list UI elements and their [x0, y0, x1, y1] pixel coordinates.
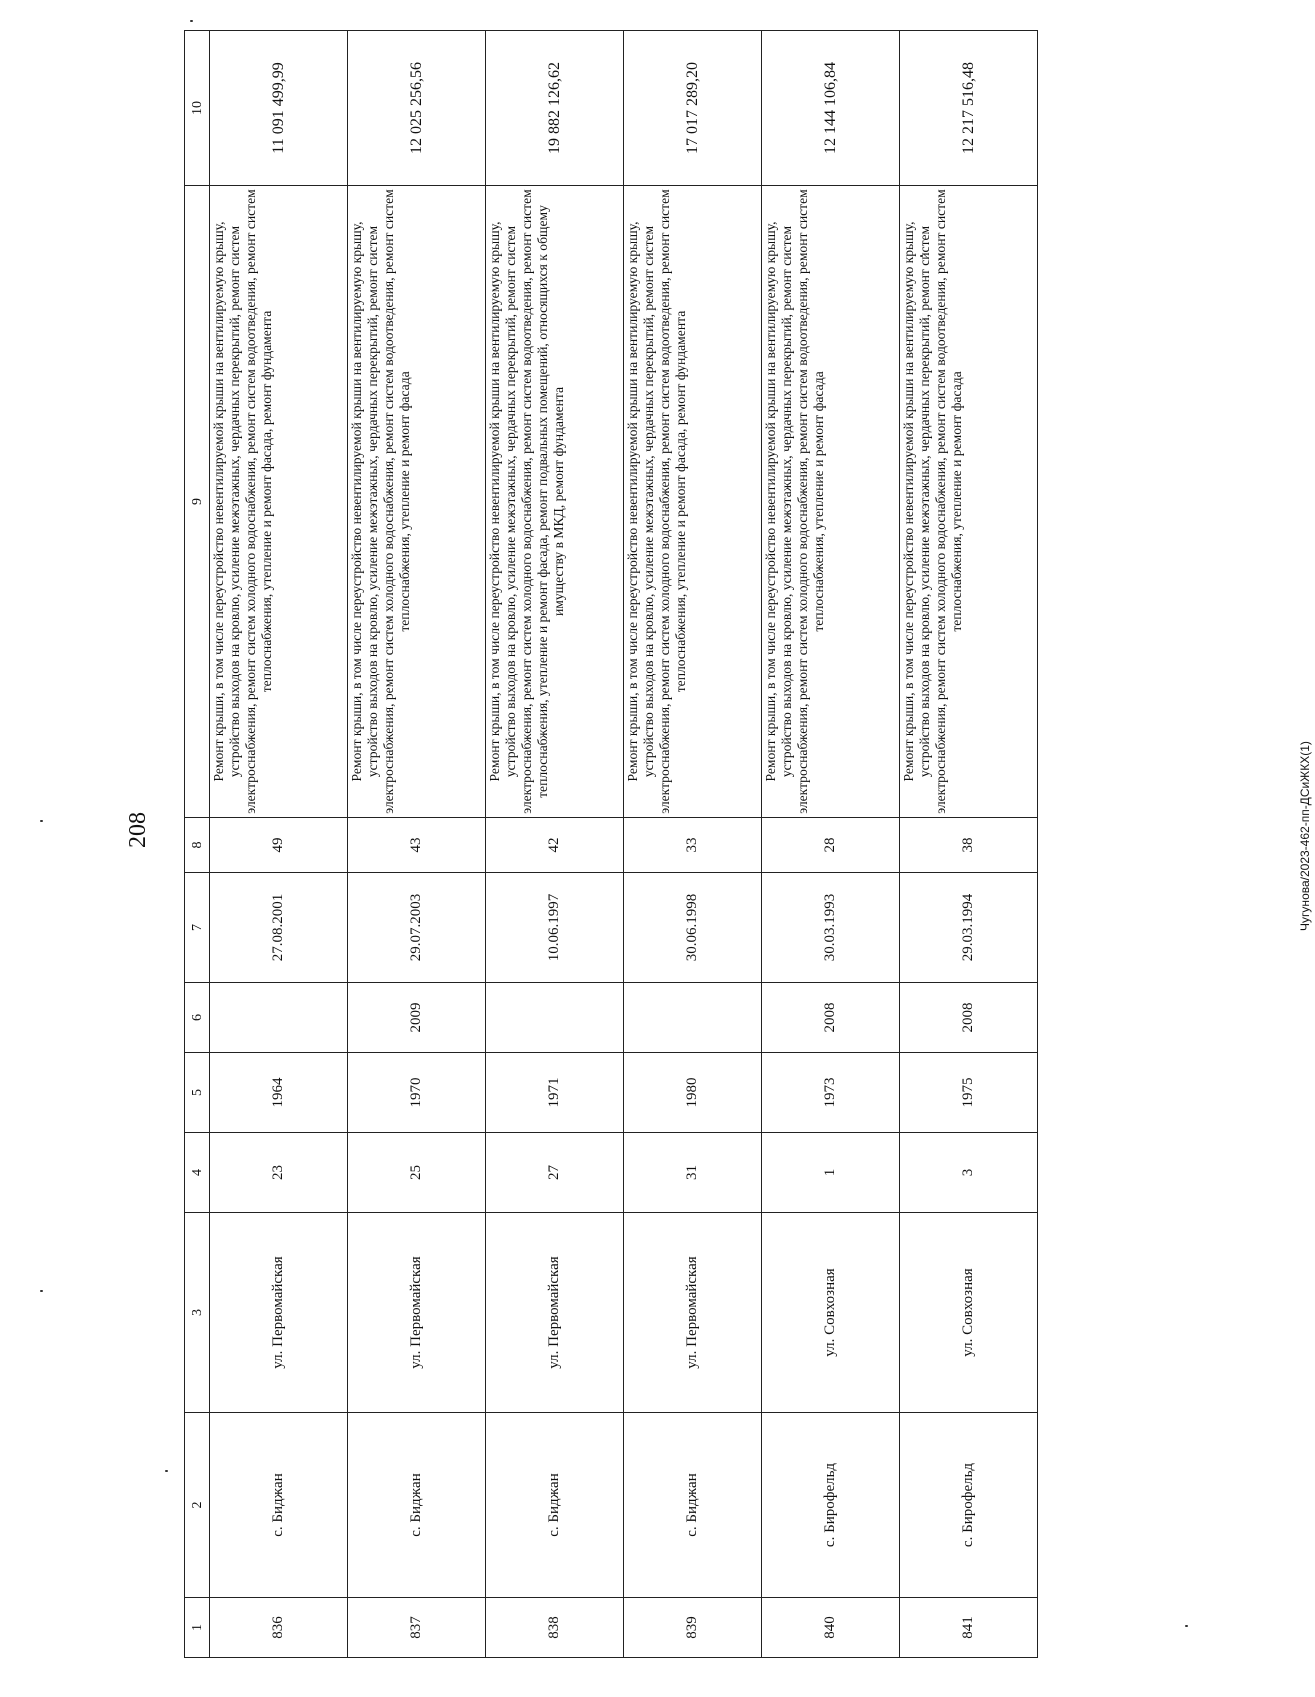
- column-number: 7: [185, 873, 210, 983]
- count-cell: 38: [900, 818, 1038, 873]
- house-number-cell: 1: [762, 1133, 900, 1213]
- year-built-cell: 1964: [210, 1053, 348, 1133]
- count-cell: 49: [210, 818, 348, 873]
- street-cell: ул. Совхозная: [900, 1213, 1038, 1413]
- settlement-cell: с. Бирофельд: [762, 1413, 900, 1598]
- table-row: [210, 31, 348, 1658]
- street-cell: ул. Первомайская: [210, 1213, 348, 1413]
- year-last-repair-cell: [210, 983, 348, 1053]
- row-number-cell: 839: [624, 1598, 762, 1658]
- year-built-cell: 1973: [762, 1053, 900, 1133]
- year-built-cell: 1970: [348, 1053, 486, 1133]
- repair-works-cell: Ремонт крыши, в том числе переустройство невентилируемой крыши на вентилируемую крышу, устройство выходов на кровлю, усиление межэтажных, чердачных перекрытий, ремонт систем электроснабжения, ремонт систем холодного водоснабжения, ремонт систем водоотведения, ремонт систем теплоснабжения, утепление и ремонт фасада: [762, 186, 900, 818]
- table-row: [486, 31, 624, 1658]
- column-number: 9: [185, 186, 210, 818]
- cost-cell: 12 217 516,48: [900, 31, 1038, 186]
- repair-works-cell: Ремонт крыши, в том числе переустройство невентилируемой крыши на вентилируемую крышу, устройство выходов на кровлю, усиление межэтажных, чердачных перекрытий, ремонт систем электроснабжения, ремонт систем холодного водоснабжения, ремонт систем водоотведения, ремонт систем теплоснабжения, утепление и ремонт фасада: [348, 186, 486, 818]
- count-cell: 28: [762, 818, 900, 873]
- rotated-table-container: [184, 31, 1030, 1658]
- column-number: 6: [185, 983, 210, 1053]
- column-number: 5: [185, 1053, 210, 1133]
- scan-speck: [40, 1290, 43, 1292]
- row-number-cell: 841: [900, 1598, 1038, 1658]
- cost-cell: 12 025 256,56: [348, 31, 486, 186]
- repair-works-cell: Ремонт крыши, в том числе переустройство невентилируемой крыши на вентилируемую крышу, устройство выходов на кровлю, усиление межэтажных, чердачных перекрытий, ремонт систем электроснабжения, ремонт систем холодного водоснабжения, ремонт систем водоотведения, ремонт систем теплоснабжения, утепление и ремонт фасада, ремонт фундамента: [624, 186, 762, 818]
- row-number-cell: 838: [486, 1598, 624, 1658]
- repair-program-table: [184, 30, 1038, 1658]
- cost-cell: 19 882 126,62: [486, 31, 624, 186]
- scan-speck: [40, 820, 43, 822]
- house-number-cell: 27: [486, 1133, 624, 1213]
- cost-cell: 17 017 289,20: [624, 31, 762, 186]
- repair-works-cell: Ремонт крыши, в том числе переустройство невентилируемой крыши на вентилируемую крышу, устройство выходов на кровлю, усиление межэтажных, чердачных перекрытий, ремонт систем электроснабжения, ремонт систем холодного водоснабжения, ремонт систем водоотведения, ремонт систем теплоснабжения, утепление и ремонт фасада, ремонт фундамента: [210, 186, 348, 818]
- table-row: [900, 31, 1038, 1658]
- street-cell: ул. Первомайская: [348, 1213, 486, 1413]
- count-cell: 42: [486, 818, 624, 873]
- column-number: 2: [185, 1413, 210, 1598]
- row-number-cell: 840: [762, 1598, 900, 1658]
- table-row: [762, 31, 900, 1658]
- settlement-cell: с. Биджан: [210, 1413, 348, 1598]
- settlement-cell: с. Бирофельд: [900, 1413, 1038, 1598]
- date-cell: 29.03.1994: [900, 873, 1038, 983]
- settlement-cell: с. Биджан: [486, 1413, 624, 1598]
- table-row: [624, 31, 762, 1658]
- row-number-cell: 836: [210, 1598, 348, 1658]
- date-cell: 30.06.1998: [624, 873, 762, 983]
- column-number: 1: [185, 1598, 210, 1658]
- year-last-repair-cell: 2008: [900, 983, 1038, 1053]
- year-last-repair-cell: [486, 983, 624, 1053]
- row-number-cell: 837: [348, 1598, 486, 1658]
- page-number: 208: [125, 812, 151, 848]
- street-cell: ул. Первомайская: [486, 1213, 624, 1413]
- date-cell: 27.08.2001: [210, 873, 348, 983]
- house-number-cell: 31: [624, 1133, 762, 1213]
- cost-cell: 12 144 106,84: [762, 31, 900, 186]
- house-number-cell: 25: [348, 1133, 486, 1213]
- scan-speck: [165, 1470, 168, 1472]
- year-last-repair-cell: 2008: [762, 983, 900, 1053]
- date-cell: 29.07.2003: [348, 873, 486, 983]
- repair-works-cell: Ремонт крыши, в том числе переустройство невентилируемой крыши на вентилируемую крышу, устройство выходов на кровлю, усиление межэтажных, чердачных перекрытий, ремонт систем электроснабжения, ремонт систем холодного водоснабжения, ремонт систем водоотведения, ремонт систем теплоснабжения, утепление и ремонт фасада, ремонт подвальных помещений, относящихся к общему имуществу в МКД, ремонт фундамента: [486, 186, 624, 818]
- year-last-repair-cell: 2009: [348, 983, 486, 1053]
- repair-works-cell: Ремонт крыши, в том числе переустройство невентилируемой крыши на вентилируемую крышу, устройство выходов на кровлю, усиление межэтажных, чердачных перекрытий, ремонт систем электроснабжения, ремонт систем холодного водоснабжения, ремонт систем водоотведения, ремонт систем теплоснабжения, утепление и ремонт фасада: [900, 186, 1038, 818]
- scan-speck: [190, 20, 193, 22]
- column-number: 4: [185, 1133, 210, 1213]
- column-number-row: [185, 31, 210, 1658]
- table-row: [348, 31, 486, 1658]
- column-number: 3: [185, 1213, 210, 1413]
- house-number-cell: 23: [210, 1133, 348, 1213]
- settlement-cell: с. Биджан: [348, 1413, 486, 1598]
- date-cell: 30.03.1993: [762, 873, 900, 983]
- cost-cell: 11 091 499,99: [210, 31, 348, 186]
- street-cell: ул. Совхозная: [762, 1213, 900, 1413]
- house-number-cell: 3: [900, 1133, 1038, 1213]
- year-last-repair-cell: [624, 983, 762, 1053]
- year-built-cell: 1975: [900, 1053, 1038, 1133]
- year-built-cell: 1980: [624, 1053, 762, 1133]
- count-cell: 33: [624, 818, 762, 873]
- street-cell: ул. Первомайская: [624, 1213, 762, 1413]
- footer-code: Чугунова/2023-462-пп-ДСиЖКХ(1): [1298, 741, 1312, 931]
- scan-speck: [1185, 1625, 1188, 1627]
- settlement-cell: с. Биджан: [624, 1413, 762, 1598]
- year-built-cell: 1971: [486, 1053, 624, 1133]
- count-cell: 43: [348, 818, 486, 873]
- column-number: 10: [185, 31, 210, 186]
- column-number: 8: [185, 818, 210, 873]
- date-cell: 10.06.1997: [486, 873, 624, 983]
